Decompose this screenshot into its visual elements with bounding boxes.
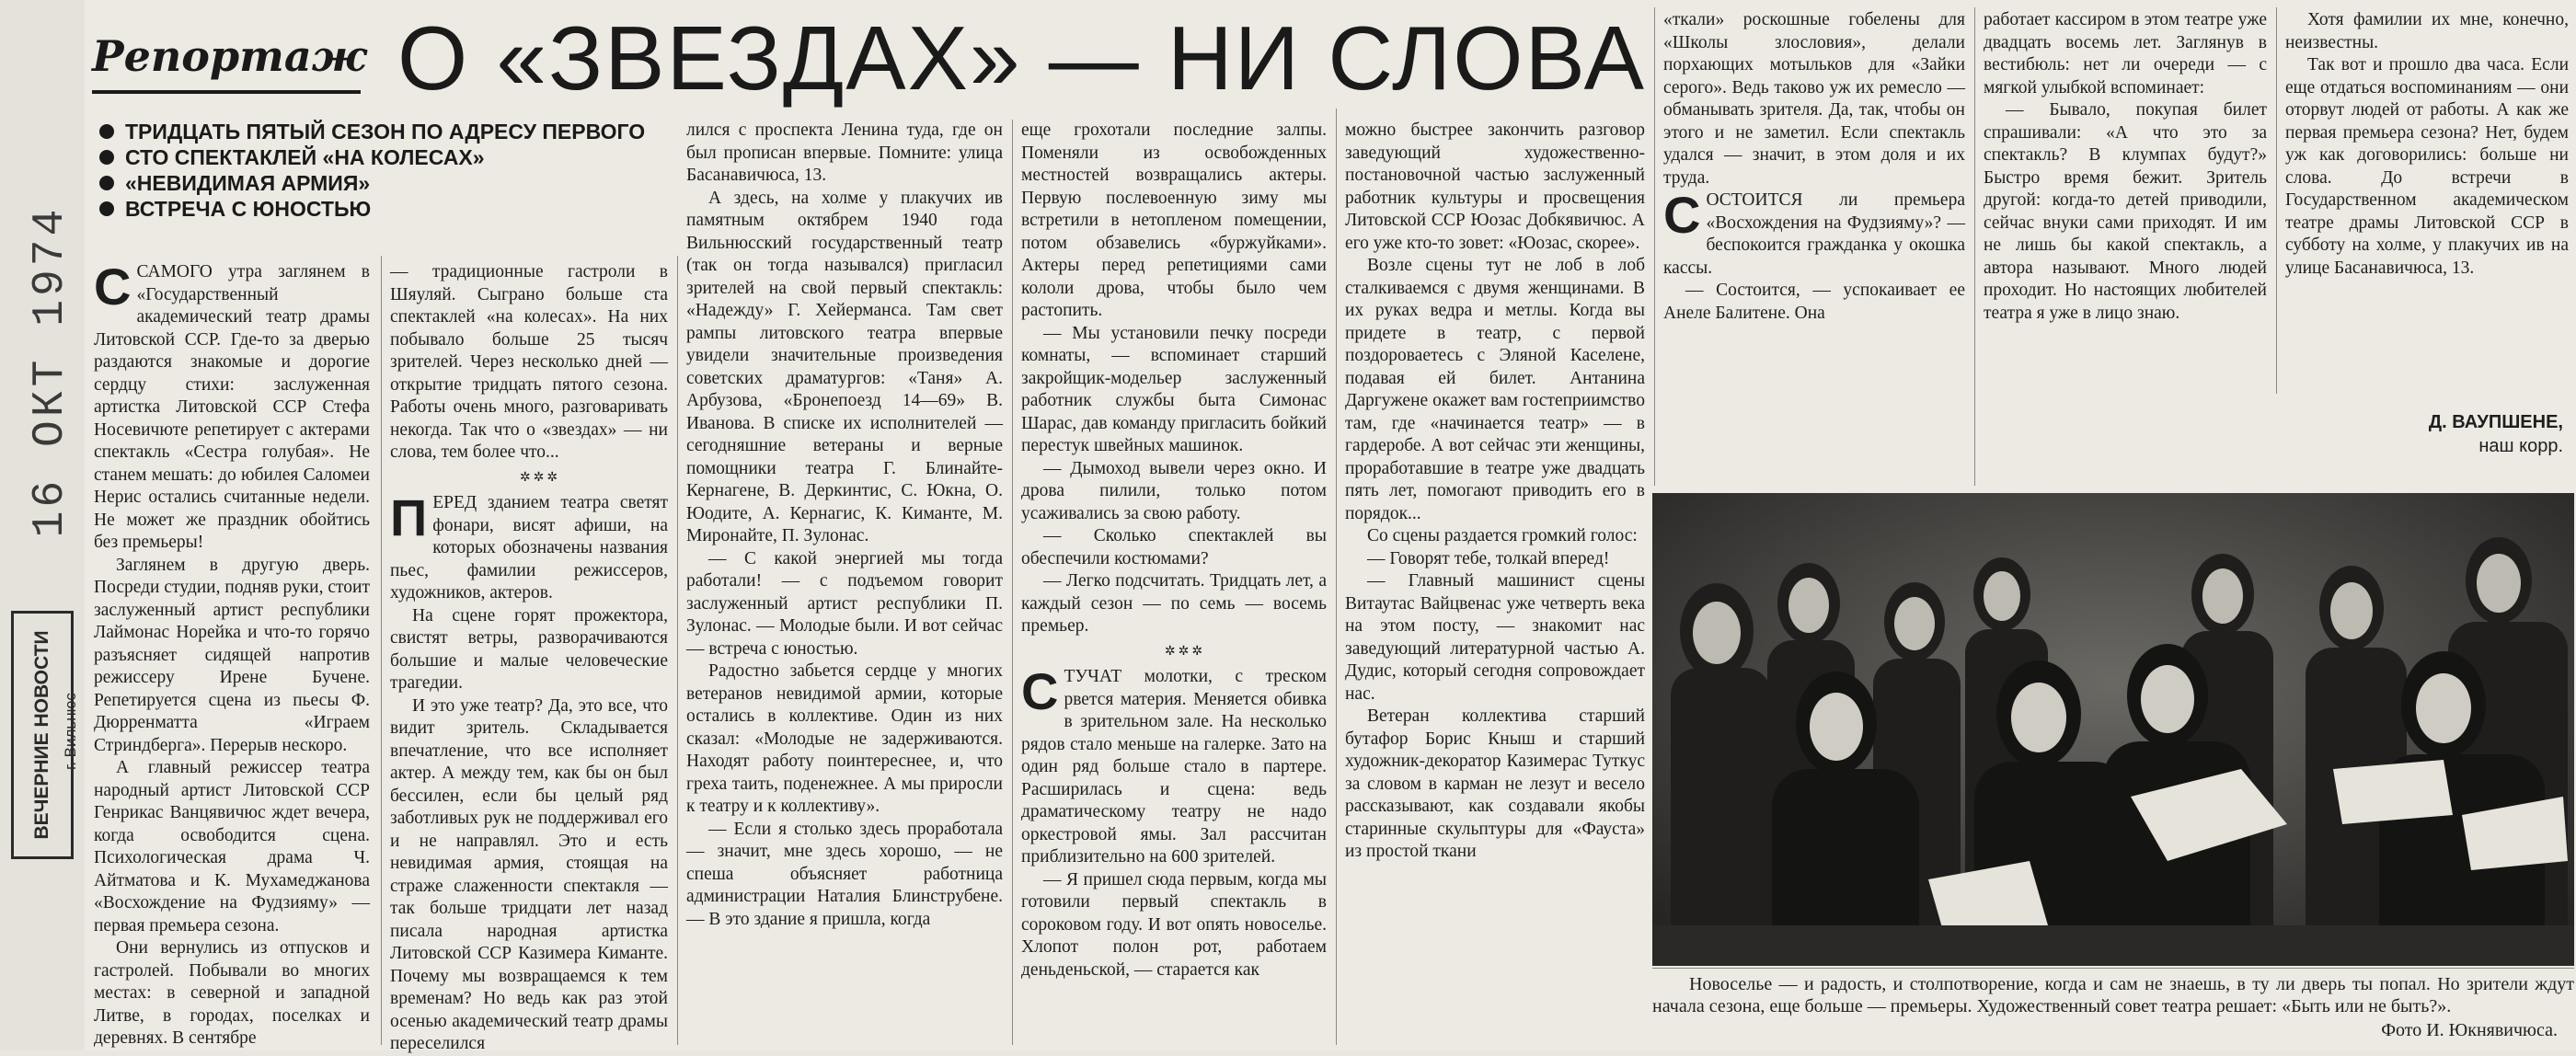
text-column-8 — [2285, 9, 2569, 405]
paragraph-text: Со сцены раздается громкий голос: — [1367, 526, 1638, 545]
bullet-icon — [99, 176, 114, 190]
article-headline: О «ЗВЕЗДАХ» — НИ СЛОВА — [397, 7, 1646, 109]
paragraph-text: — Состоится, — успокаивает ее Анеле Балитене. Она — [1663, 281, 1965, 323]
article-paragraph — [1021, 525, 1327, 570]
paragraph-text: ТУЧАТ молотки, с треском рвется материя. Меняется обивка в зрительном зале. На несколько рядов стало меньше на галерке. Зато на один ряд больше стало в партере. Расширилась и сцена: ведь драматическому театру не надо оркестровой ямы. Зал рассчитан приблизительно на 600 зрителей. — [1021, 667, 1327, 867]
article-paragraph — [1021, 120, 1327, 323]
paragraph-text: Радостно забьется сердце у многих ветеранов невидимой армии, которые остались в коллективе. Один из них сказал: «Молодые не задерживаются. Находят работу поинтереснее, и, что греха таить, поденежнее. А мы приросли к театру и к коллективу». — [686, 661, 1003, 816]
paragraph-text: И это уже театр? Да, это все, что видит зритель. Складывается впечатление, что все исполняет актер. А между тем, как бы он был бессилен, если бы целый ряд заботливых рук не поддерживал его и не направлял. Это и есть невидимая армия, стоящая на страже слаженности спектакля — так больше тридцати лет назад писала народная артистка Литовской ССР Казимера Киманте. Почему мы возвращаемся к тем временам? Но ведь как раз этой осенью академический театр драмы переселился — [390, 695, 668, 1053]
subhead-item — [96, 120, 666, 144]
article-paragraph — [1021, 662, 1327, 869]
paragraph-text: А здесь, на холме у плакучих ив памятным октябрем 1940 года Вильнюсский государственный театр (так он тогда назывался) пригласил зрителей на свой первый спектакль: «Надежду» Г. Хейерманса. Там свет рампы литовского театра впервые увидели значительные произведения советских драматургов: «Таня» А. Арбузова, «Бронепоезд 14—69» В. Иванова. В списке их исполнителей — сегодняшние ветераны и верные помощники театра Г. Блинайте-Кернагене, В. Деркинтис, С. Юкна, О. Юодите, А. Кернагис, К. Киманте, М. Миронайте, П. Зулонас. — [686, 188, 1003, 545]
paragraph-text: ✲✲✲ — [1164, 644, 1206, 659]
paragraph-text: Возле сцены тут не лоб в лоб сталкиваемся с двумя женщинами. В их руках ведра и метлы. Когда вы придете в театр, с первой поздороваетесь с Эляной Каселене, подавая ей билет. Антанина Даргужене окажет вам гостеприимство там, где «начинается театр» — в гардеробе. А вот сейчас эти женщины, проработавшие в театре уже двадцать пять лет, помогают приводить его в порядок... — [1345, 256, 1645, 523]
paragraph-text: — Дымоход вывели через окно. И дрова пилили, только потом усаживались за свою работу. — [1021, 458, 1327, 523]
text-column-3 — [686, 120, 1003, 1043]
text-column-1 — [94, 258, 370, 1048]
caption-rule — [1652, 968, 2574, 969]
article-paragraph — [390, 695, 668, 1056]
text-column-2 — [390, 261, 668, 1053]
article-paragraph — [1021, 323, 1327, 458]
article-paragraph — [1345, 706, 1645, 864]
paragraph-text: «ткали» роскошные гобелены для «Школы злословия», делали порхающих мотыльков для «Зайки серого». Ведь таково уж их ремесло — обманывать зрителя. Да, так, чтобы он этого и не заметил. Если спектакль удался — значит, в этом доля и их труда. — [1663, 10, 1965, 188]
paragraph-text: лился с проспекта Ленина туда, где он был прописан впервые. Помните: улица Басанавичюса, 13. — [686, 121, 1003, 185]
photo-caption — [1652, 973, 2574, 1017]
date-stamp-text: 16 ОКТ 1974 — [26, 205, 75, 538]
drop-cap: С — [1663, 186, 1701, 244]
paragraph-text: А главный режиссер театра народный артист Литовской ССР Генрикас Ванцявичюс ждет вечера, когда освободится сцена. Психологическая драма Ч. Айтматова и К. Мухамеджанова «Восхождение на Фудзияму» — первая премьера сезона. — [94, 758, 370, 935]
subhead-text: ТРИДЦАТЬ ПЯТЫЙ СЕЗОН ПО АДРЕСУ ПЕРВОГО — [125, 120, 646, 143]
paragraph-text: — Я пришел сюда первым, когда мы готовили первый спектакль в сороковом году. И вот опять новоселье. Хлопот полон рот, работаем деньденьской, — старается как — [1021, 869, 1327, 980]
paragraph-text: можно быстрее закончить разговор заведующий художественно-постановочной частью заслуженный работник культуры и просвещения Литовской ССР Юозас Добкявичюс. А его уже кто-то зовет: «Юозас, скорее». — [1345, 121, 1645, 253]
paragraph-text: — Главный машинист сцены Витаутас Вайцвенас уже четверть века на этом посту, — знакомит нас заведующий литературной частью А. Дудис, который сегодня сопровождает нас. — [1345, 571, 1645, 704]
byline-role: наш корр. — [2478, 436, 2563, 456]
news-photograph — [1652, 493, 2574, 966]
byline-name: Д. ВАУПШЕНЕ, — [2428, 412, 2563, 432]
photo-credit: Фото И. Юкнявичюса. — [2381, 1020, 2558, 1040]
subhead-text: СТО СПЕКТАКЛЕЙ «НА КОЛЕСАХ» — [125, 145, 485, 169]
article-paragraph — [94, 757, 370, 937]
paragraph-text: работает кассиром в этом театре уже двадцать восемь лет. Заглянув в вестибюль: нет ли очереди — с мягкой улыбкой вспоминает: — [1984, 10, 2267, 98]
paragraph-text: — Сколько спектаклей вы обеспечили костюмами? — [1021, 526, 1327, 568]
paragraph-text: — Бывало, покупая билет спрашивали: «А что это за спектакль? В клумпах будут?» Быстро время бежит. Зритель другой: когда-то детей приводили, сейчас внуки сами приходят. И им не лишь бы какой спектакль, а автора называют. Много людей проходит. Но настоящих любителей театра я уже в лицо знаю. — [1984, 100, 2267, 323]
paragraph-text: — Если я столько здесь проработала — значит, мне здесь хорошо, — не спеша объясняет работница администрации Наталия Блинструбене. — В это здание я пришла, когда — [686, 819, 1003, 929]
drop-cap: П — [390, 488, 428, 546]
rubric-text: Репортаж — [92, 31, 367, 81]
paragraph-text: Хотя фамилии их мне, конечно, неизвестны. — [2285, 10, 2569, 52]
newspaper-stamp-text: ВЕЧЕРНИЕ НОВОСТИ — [31, 630, 52, 840]
article-paragraph — [1021, 458, 1327, 526]
column-rule — [677, 256, 678, 1045]
article-paragraph — [2285, 54, 2569, 280]
drop-cap: С — [1021, 662, 1059, 720]
article-paragraph — [1345, 548, 1645, 571]
article-paragraph — [390, 488, 668, 605]
bullet-icon — [99, 124, 114, 139]
paragraph-text: Они вернулись из отпусков и гастролей. Побывали во многих местах: в северной и западной Литве, в городах, поселках и деревнях. В сентябре — [94, 938, 370, 1048]
photo-illustration — [1652, 493, 2574, 966]
paragraph-text: — Мы установили печку посреди комнаты, — вспоминает старший закройщик-модельер заслуженный работник службы быта Симонас Шарас, дав команду пригласить бойкий перестук швейных машинок. — [1021, 323, 1327, 455]
paragraph-text: — Говорят тебе, толкай вперед! — [1367, 548, 1610, 568]
article-paragraph — [1345, 570, 1645, 706]
article-paragraph — [1021, 869, 1327, 982]
paragraph-text: — Легко подсчитать. Тридцать лет, а каждый сезон — по семь — восемь премьер. — [1021, 571, 1327, 636]
article-paragraph — [1984, 9, 2267, 99]
article-paragraph — [686, 660, 1003, 819]
subhead-item — [96, 145, 666, 170]
section-divider-stars — [1021, 641, 1327, 664]
bullet-icon — [99, 201, 114, 216]
article-paragraph — [94, 258, 370, 555]
paragraph-text: ОСТОИТСЯ ли премьера «Восхождения на Фудзияму»? — беспокоится гражданка у окошка кассы. — [1663, 190, 1965, 278]
subhead-list — [96, 120, 666, 223]
article-paragraph — [1663, 186, 1965, 280]
subhead-item — [96, 197, 666, 222]
article-paragraph — [1345, 120, 1645, 255]
article-paragraph — [686, 548, 1003, 661]
article-paragraph — [686, 120, 1003, 188]
column-rule — [1336, 109, 1337, 1045]
paragraph-text: ✲✲✲ — [519, 470, 561, 485]
paragraph-text: — традиционные гастроли в Шяуляй. Сыграно больше ста спектаклей «на колесах». На них побывало больше 25 тысяч зрителей. Через несколько дней — открытие тридцать пятого сезона. Работы очень много, разговаривать некогда. Так что о «звездах» — ни слова, тем более что... — [390, 262, 668, 462]
article-paragraph — [94, 555, 370, 758]
paragraph-text: еще грохотали последние залпы. Поменяли из освобожденных местностей возвращались актеры. Первую послевоенную зиму мы встретили в нетопленом помещении, потом обзавелись «буржуйками». Актеры перед репетициями сами кололи дрова, чтобы было чем растопить. — [1021, 121, 1327, 320]
article-paragraph — [390, 605, 668, 695]
paragraph-text: — С какой энергией мы тогда работали! — с подъемом говорит заслуженный артист республики П. Зулонас. — Молодые были. И вот сейчас — встреча с юностью. — [686, 548, 1003, 659]
column-rule — [1012, 120, 1013, 1045]
article-paragraph — [1345, 255, 1645, 525]
city-stamp — [57, 662, 85, 800]
text-column-4 — [1021, 120, 1327, 1043]
subhead-text: «НЕВИДИМАЯ АРМИЯ» — [125, 171, 371, 195]
section-divider-stars — [390, 467, 668, 490]
article-paragraph — [1663, 9, 1965, 189]
article-paragraph — [1984, 99, 2267, 325]
city-stamp-text: г. Вильнюс — [62, 693, 79, 770]
article-paragraph — [1663, 280, 1965, 325]
text-column-5 — [1345, 120, 1645, 1043]
article-paragraph — [1021, 570, 1327, 638]
date-stamp — [26, 205, 75, 538]
paragraph-text: Так вот и прошло два часа. Если еще отдаться воспоминаниям — они оторвут людей от работы. А как же первая премьера сезона? Нет, будем уж как договорились: больше ни слова. До встречи в Государственном академическом театре драмы Литовской ССР в субботу на холме, у плакучих ив на улице Басанавичюса, 13. — [2285, 55, 2569, 278]
text-column-6 — [1663, 9, 1965, 484]
paragraph-text: Ветеран коллектива старший бутафор Борис Кныш и старший художник-декоратор Казимерас Туткус за словом в карман не лезут и весело рассказывают, как создавали якобы старинные скульптуры для «Фауста» из простой ткани — [1345, 706, 1645, 861]
article-paragraph — [390, 261, 668, 465]
rubric-label — [92, 31, 368, 96]
article-paragraph — [1345, 525, 1645, 548]
column-rule — [1974, 7, 1975, 486]
caption-text: Новоселье — и радость, и столпотворение, когда и сам не знаешь, в ту ли дверь ты попал. Но зрители ждут начала сезона, еще больше — премьеры. Художественный совет театра решает: «Быть или не быть?». — [1652, 974, 2574, 1016]
rubric-underline — [92, 90, 361, 94]
article-paragraph — [686, 819, 1003, 932]
subhead-item — [96, 171, 666, 196]
drop-cap: С — [94, 258, 132, 316]
bullet-icon — [99, 150, 114, 165]
paragraph-text: ЕРЕД зданием театра светят фонари, висят афиши, на которых обозначены названия пьес, фамилии режиссеров, художников, актеров. — [390, 493, 668, 603]
article-paragraph — [94, 937, 370, 1050]
paragraph-text: САМОГО утра заглянем в «Государственный академический театр драмы Литовской ССР. Где-то за дверью раздаются знакомые и дорогие сердцу стихи: заслуженная артистка Литовской ССР Стефа Носевичюте репетирует с актерами спектакль «Сестра голубая». Не станем мешать: до юбилея Саломеи Нерис остались считанные недели. Не может же праздник обойтись без премьеры! — [94, 262, 370, 552]
article-paragraph — [2285, 9, 2569, 54]
paragraph-text: На сцене горят прожектора, свистят ветры, разворачиваются большие и малые человеческие трагедии. — [390, 605, 668, 693]
column-rule — [2276, 7, 2277, 394]
column-rule — [381, 256, 382, 1045]
paragraph-text: Заглянем в другую дверь. Посреди студии, подняв руки, стоит заслуженный артист республики Лаймонас Норейка и что-то горячо разъясняет сидящей напротив режиссеру Ирене Бучене. Репетируется сцена из пьесы Ф. Дюрренматта «Играем Стриндберга». Перерыв нескоро. — [94, 555, 370, 755]
article-paragraph — [686, 188, 1003, 548]
column-rule — [1654, 7, 1655, 486]
byline — [2214, 410, 2563, 458]
subhead-text: ВСТРЕЧА С ЮНОСТЬЮ — [125, 197, 372, 221]
